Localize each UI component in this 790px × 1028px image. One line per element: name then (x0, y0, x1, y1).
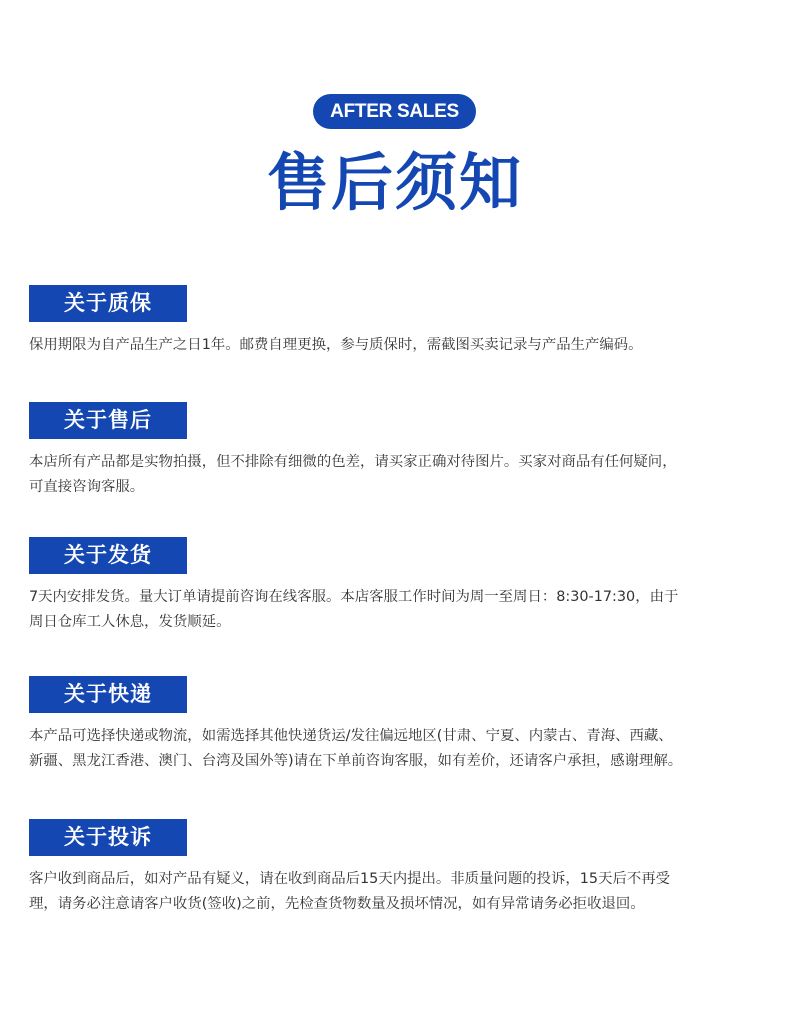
section-body-line: 客户收到商品后，如对产品有疑义，请在收到商品后15天内提出。非质量问题的投诉，15天后不再受 (29, 871, 671, 887)
section-body-line: 新疆、黑龙江香港、澳门、台湾及国外等)请在下单前咨询客服，如有差价，还请客户承担，感谢理解。 (29, 753, 683, 769)
section-title: 关于售后 (29, 402, 187, 439)
section-body-line: 7天内安排发货。量大订单请提前咨询在线客服。本店客服工作时间为周一至周日：8:30-17:30，由于 (29, 589, 679, 605)
section-title: 关于质保 (29, 285, 187, 322)
section-body-line: 可直接咨询客服。 (29, 479, 145, 495)
section-title: 关于快递 (29, 676, 187, 713)
section-courier (29, 676, 771, 774)
section-after-sales (29, 402, 771, 500)
section-title: 关于发货 (29, 537, 187, 574)
section-warranty (29, 285, 771, 358)
section-body-line: 本产品可选择快递或物流，如需选择其他快递货运/发往偏远地区(甘肃、宁夏、内蒙古、青海、西藏、 (29, 728, 673, 744)
section-body (29, 724, 771, 774)
section-title: 关于投诉 (29, 819, 187, 856)
section-body (29, 867, 771, 917)
section-shipping (29, 537, 771, 635)
section-body-line: 周日仓库工人休息，发货顺延。 (29, 614, 231, 630)
section-body-line: 本店所有产品都是实物拍摄，但不排除有细微的色差，请买家正确对待图片。买家对商品有任何疑问， (29, 454, 677, 470)
section-body-line: 理，请务必注意请客户收货(签收)之前，先检查货物数量及损坏情况，如有异常请务必拒收退回。 (29, 896, 645, 912)
section-body (29, 450, 771, 500)
section-body (29, 333, 771, 358)
section-body (29, 585, 771, 635)
after-sales-badge: AFTER SALES (313, 94, 476, 129)
section-complaints (29, 819, 771, 917)
section-body-line: 保用期限为自产品生产之日1年。邮费自理更换，参与质保时，需截图买卖记录与产品生产编码。 (29, 337, 643, 353)
page-title: 售后须知 (266, 146, 523, 219)
